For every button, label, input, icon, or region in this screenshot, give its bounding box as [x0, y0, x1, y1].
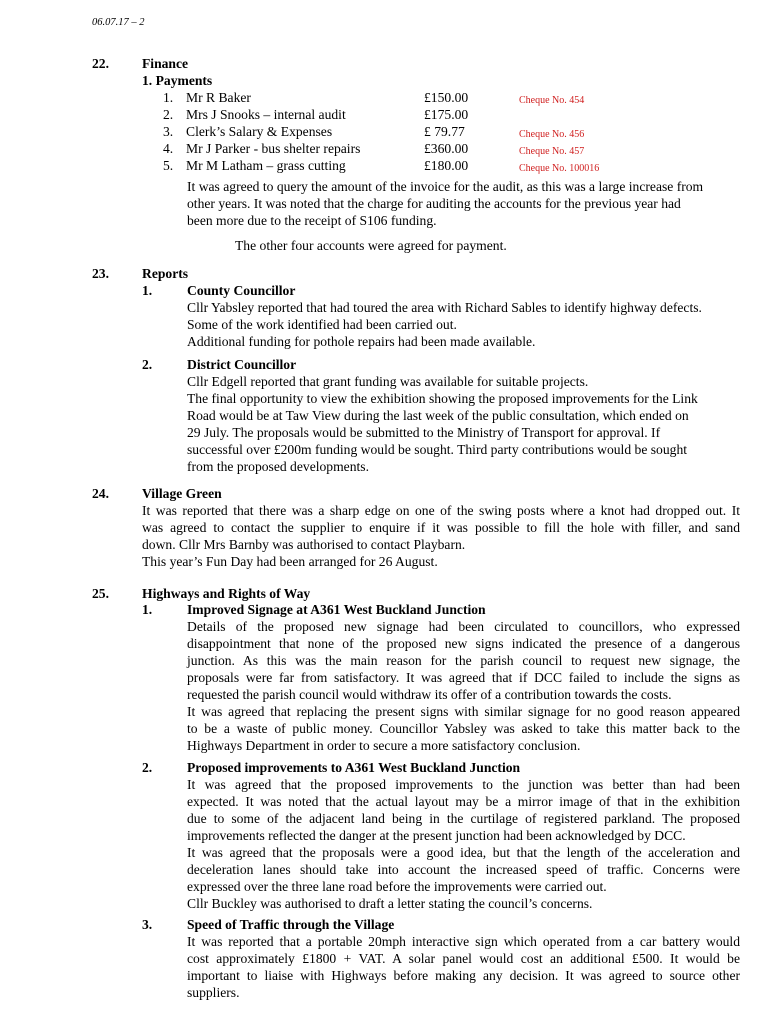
paragraph-line: suppliers. — [187, 985, 240, 1000]
subsection-number: 3. — [142, 917, 153, 932]
section-title-village-green: Village Green — [142, 486, 222, 501]
paragraph-line: It was agreed that the proposed improvements to the junction was better than had been — [187, 777, 740, 792]
page-header: 06.07.17 – 2 — [92, 17, 145, 28]
paragraph-line: proposals were far from satisfactory. It was agreed that if DCC failed to include the signs as — [187, 670, 740, 685]
improved-signage-paragraph — [187, 618, 740, 754]
payment-cheque-number: Cheque No. 457 — [519, 146, 585, 157]
paragraph-line: expressed over the three lane road before the improvements were carried out. — [187, 879, 607, 894]
payment-amount: £ 79.77 — [424, 124, 465, 139]
paragraph-line: important to liaise with Highways before making any decision. It was agreed to source other — [187, 968, 740, 983]
section-number-22: 22. — [92, 56, 109, 71]
county-councillor-report — [187, 299, 702, 350]
payment-payee: Mr R Baker — [186, 90, 251, 105]
village-green-paragraph — [142, 502, 740, 570]
speed-of-traffic-paragraph — [187, 933, 740, 1001]
payment-number: 4. — [163, 141, 174, 156]
subsection-number: 1. — [142, 602, 153, 617]
subsection-title-county-councillor: County Councillor — [187, 283, 296, 298]
subsection-number: 2. — [142, 357, 153, 372]
paragraph-line: It was reported that a portable 20mph interactive sign which operated from a car battery would — [187, 934, 740, 949]
payment-number: 2. — [163, 107, 174, 122]
paragraph-line: to be a waste of public money. Councillor Yabsley was asked to take this matter back to the — [187, 721, 740, 736]
payment-number: 5. — [163, 158, 174, 173]
finance-agreed-text: The other four accounts were agreed for payment. — [235, 238, 507, 253]
paragraph-line: other years. It was noted that the charge for auditing the accounts for the previous year had — [187, 196, 681, 211]
payment-number: 1. — [163, 90, 174, 105]
payment-cheque-number: Cheque No. 100016 — [519, 163, 600, 174]
paragraph-line: This year’s Fun Day had been arranged for 26 August. — [142, 554, 438, 569]
payment-payee: Mr M Latham – grass cutting — [186, 158, 346, 173]
paragraph-line: junction. As this was the main reason for the parish council to request new signage, the — [187, 653, 740, 668]
paragraph-line: down. Cllr Mrs Barnby was authorised to contact Playbarn. — [142, 537, 466, 552]
paragraph-line: Additional funding for pothole repairs had been made available. — [187, 334, 536, 349]
subsection-title-district-councillor: District Councillor — [187, 357, 297, 372]
paragraph-line: Details of the proposed new signage had been circulated to councillors, who expressed — [187, 619, 740, 634]
subsection-number: 2. — [142, 760, 153, 775]
payment-cheque-number: Cheque No. 456 — [519, 129, 585, 140]
paragraph-line: Some of the work identified had been carried out. — [187, 317, 457, 332]
subsection-title-proposed-improvements: Proposed improvements to A361 West Buckland Junction — [187, 760, 521, 775]
paragraph-line: Cllr Edgell reported that grant funding was available for suitable projects. — [187, 374, 589, 389]
payment-payee: Mr J Parker - bus shelter repairs — [186, 141, 361, 156]
paragraph-line: been more due to the receipt of S106 funding. — [187, 213, 437, 228]
paragraph-line: Cllr Buckley was authorised to draft a letter stating the council’s concerns. — [187, 896, 593, 911]
subsection-title-speed-of-traffic: Speed of Traffic through the Village — [187, 917, 395, 932]
paragraph-line: from the proposed developments. — [187, 459, 369, 474]
payment-amount: £150.00 — [424, 90, 469, 105]
paragraph-line: It was reported that there was a sharp edge on one of the swing posts where a knot had dropped out. It — [142, 503, 740, 518]
payment-amount: £175.00 — [424, 107, 469, 122]
section-title-reports: Reports — [142, 266, 189, 281]
proposed-improvements-paragraph — [187, 776, 740, 912]
subsection-title-improved-signage: Improved Signage at A361 West Buckland Junction — [187, 602, 486, 617]
paragraph-line: was agreed to contact the supplier to enquire if it was possible to fill the hole with filler, and sand — [142, 520, 740, 535]
payment-payee: Clerk’s Salary & Expenses — [186, 124, 333, 139]
subsection-number: 1. — [142, 283, 153, 298]
section-title-finance: Finance — [142, 56, 189, 71]
paragraph-line: 29 July. The proposals would be submitted to the Ministry of Transport for approval. If — [187, 425, 661, 440]
payment-amount: £360.00 — [424, 141, 469, 156]
district-councillor-report — [187, 373, 698, 475]
paragraph-line: due to some of the adjacent land being in the curtilage of registered parkland. The proposed — [187, 811, 740, 826]
payment-cheque-number: Cheque No. 454 — [519, 95, 585, 106]
finance-audit-paragraph — [187, 178, 703, 229]
paragraph-line: expected. It was noted that the actual layout may be a mirror image of that in the exhibition — [187, 794, 740, 809]
paragraph-line: It was agreed that the proposals were a good idea, but that the length of the acceleration and — [187, 845, 740, 860]
paragraph-line: disappointment that none of the proposed new signs indicated the presence of a dangerous — [187, 636, 740, 651]
paragraph-line: improvements reflected the danger at the present junction had been acknowledged by DCC. — [187, 828, 686, 843]
section-title-highways: Highways and Rights of Way — [142, 586, 311, 601]
payment-payee: Mrs J Snooks – internal audit — [186, 107, 346, 122]
section-number-23: 23. — [92, 266, 109, 281]
section-number-25: 25. — [92, 586, 109, 601]
paragraph-line: Cllr Yabsley reported that had toured the area with Richard Sables to identify highway defects. — [187, 300, 702, 315]
section-number-24: 24. — [92, 486, 109, 501]
paragraph-line: cost approximately £1800 + VAT. A solar panel would cost an additional £500. It would be — [187, 951, 740, 966]
paragraph-line: Road would be at Taw View during the last week of the public consultation, which ended on — [187, 408, 689, 423]
payments-heading: 1. Payments — [142, 73, 213, 88]
paragraph-line: It was agreed that replacing the present signs with similar signage for no good reason appeared — [187, 704, 740, 719]
paragraph-line: requested the parish council would withdraw its offer of a contribution towards the costs. — [187, 687, 672, 702]
paragraph-line: Highways Department in order to secure a more satisfactory conclusion. — [187, 738, 581, 753]
paragraph-line: successful over £200m funding would be sought. Third party contributions would be sought — [187, 442, 688, 457]
paragraph-line: deceleration lanes should take into account the increased speed of traffic. Concerns were — [187, 862, 740, 877]
payment-number: 3. — [163, 124, 174, 139]
paragraph-line: It was agreed to query the amount of the invoice for the audit, as this was a large increase from — [187, 179, 704, 194]
payment-amount: £180.00 — [424, 158, 469, 173]
paragraph-line: The final opportunity to view the exhibition showing the proposed improvements for the Link — [187, 391, 698, 406]
